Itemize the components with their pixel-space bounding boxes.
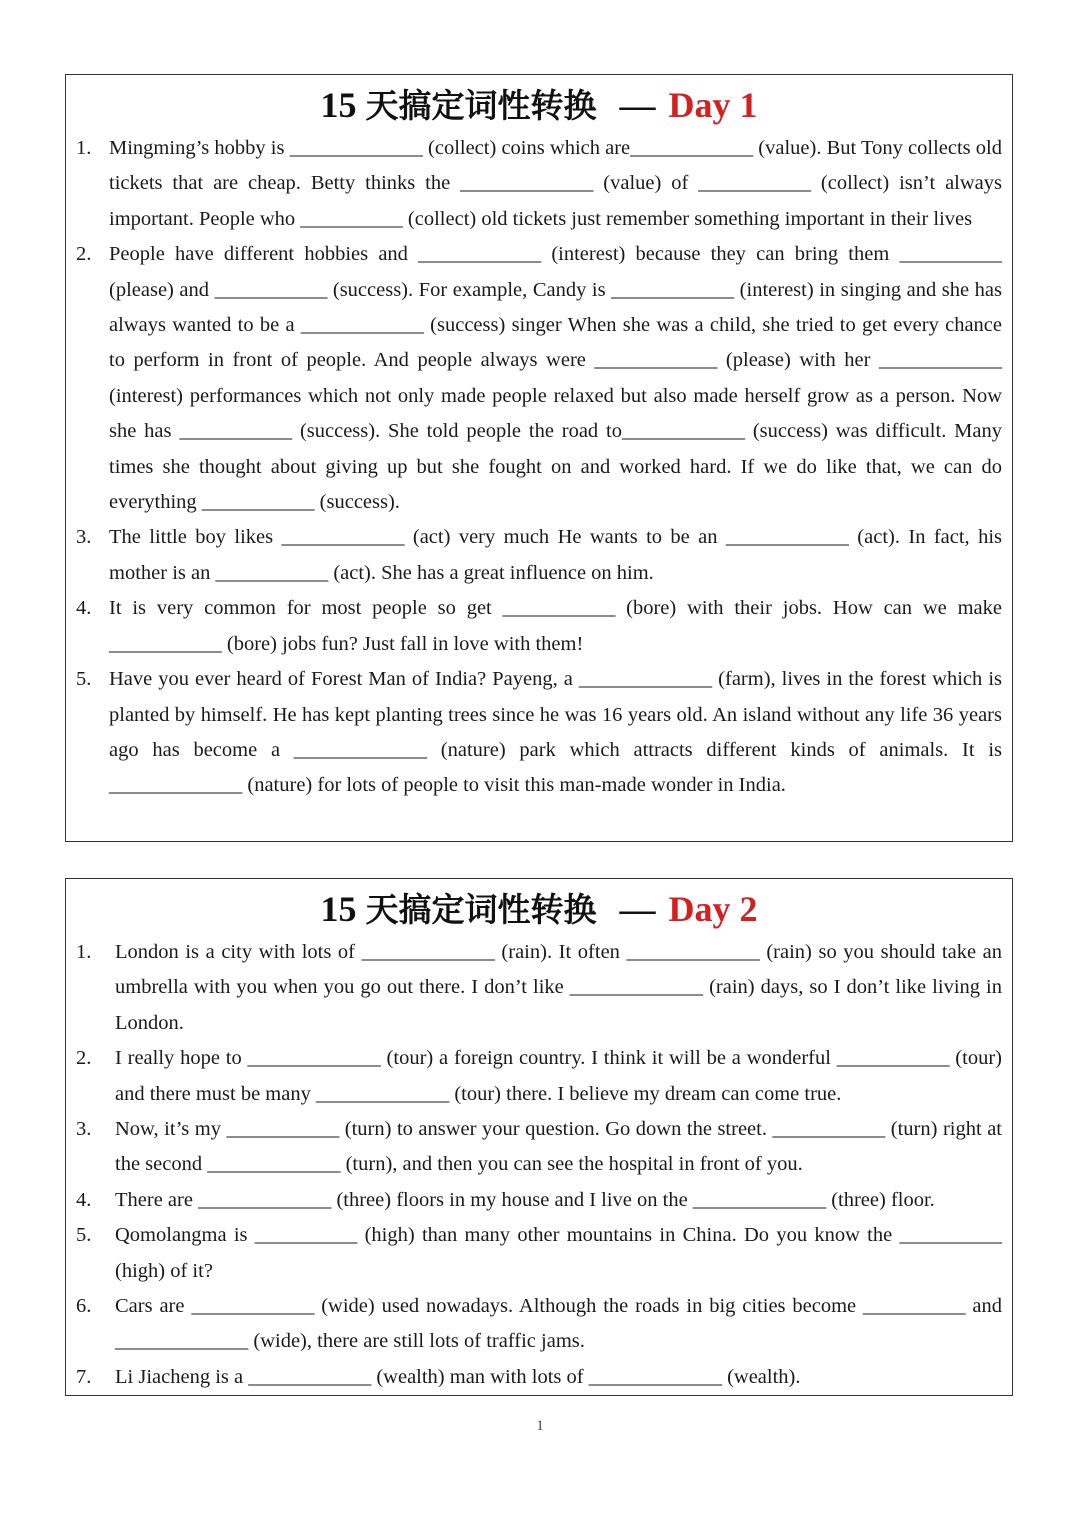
question-item xyxy=(76,591,1002,662)
title-dash: — xyxy=(619,85,656,125)
title-dash: — xyxy=(619,889,656,929)
question-number: 2. xyxy=(76,243,92,266)
title-prefix: 15 xyxy=(320,85,357,125)
question-number: 5. xyxy=(76,1224,92,1247)
question-text: Have you ever heard of Forest Man of India? Payeng, a _____________ (farm), lives in the forest which is planted by himself. He has kept planting trees since he was 16 years old. An island without any life 36 years ago has become a _____________ (nature) park which attracts different kinds of animals. It is _____________ (nature) for lots of people to visit this man-made wonder in India. xyxy=(109,668,1002,797)
day2-question-list xyxy=(76,935,1002,1395)
question-number: 5. xyxy=(76,668,92,691)
question-number: 1. xyxy=(76,941,92,963)
question-item xyxy=(76,662,1002,804)
day1-question-list xyxy=(76,131,1002,804)
question-item xyxy=(76,935,1002,1041)
question-text: The little boy likes ____________ (act) very much He wants to be an ____________ (act). In fact, his mother is an ___________ (act). She has a great influence on him. xyxy=(109,526,1002,584)
question-item xyxy=(76,237,1002,520)
question-text: Li Jiacheng is a ____________ (wealth) man with lots of _____________ (wealth). xyxy=(115,1365,801,1388)
question-text: People have different hobbies and ____________ (interest) because they can bring them __________ (please) and ___________ (success). For example, Candy is ____________ (interest) in singing and she has always wanted to be a ____________ (success) singer When she was a child, she tried to get every chance to perform in front of people. And people always were ____________ (please) with her ____________ (interest) performances which not only made people relaxed but also made herself grow as a person. Now she has ___________ (success). She told people the road to____________ (success) was difficult. Many times she thought about giving up but she fought on and worked hard. If we do like that, we can do everything ___________ (success). xyxy=(109,243,1002,514)
question-item xyxy=(76,1218,1002,1289)
question-number: 4. xyxy=(76,1188,92,1211)
question-item xyxy=(76,1183,1002,1218)
day1-title xyxy=(76,75,1002,131)
title-day-label: Day 2 xyxy=(668,889,758,929)
question-number: 7. xyxy=(76,1365,92,1388)
title-prefix: 15 xyxy=(320,889,357,929)
question-text: London is a city with lots of _____________ (rain). It often _____________ (rain) so you should take an umbrella with you when you go out there. I don’t like _____________ (rain) days, so I don’t like living in London. xyxy=(115,941,1002,1034)
question-item xyxy=(76,1289,1002,1360)
question-number: 3. xyxy=(76,1118,92,1141)
question-number: 2. xyxy=(76,1047,92,1070)
title-chinese: 天搞定词性转换 xyxy=(365,86,597,125)
question-number: 6. xyxy=(76,1295,92,1318)
title-chinese: 天搞定词性转换 xyxy=(365,890,597,929)
day2-title xyxy=(76,879,1002,935)
day1-section xyxy=(65,74,1013,842)
question-item xyxy=(76,1041,1002,1112)
question-number: 4. xyxy=(76,597,92,620)
question-text: Mingming’s hobby is _____________ (collect) coins which are____________ (value). But Tony collects old tickets that are cheap. Betty thinks the _____________ (value) of ___________ (collect) isn’t always important. People who __________ (collect) old tickets just remember something important in their lives xyxy=(109,137,1002,230)
page-number: 1 xyxy=(536,1418,544,1434)
question-text: I really hope to _____________ (tour) a foreign country. I think it will be a wonderful ___________ (tour) and there must be many _____________ (tour) there. I believe my dream can come true. xyxy=(115,1047,1002,1105)
question-number: 1. xyxy=(76,137,92,159)
question-text: Qomolangma is __________ (high) than many other mountains in China. Do you know the __________ (high) of it? xyxy=(115,1224,1002,1282)
title-day-label: Day 1 xyxy=(668,85,758,125)
question-number: 3. xyxy=(76,526,92,549)
question-text: It is very common for most people so get ___________ (bore) with their jobs. How can we make ___________ (bore) jobs fun? Just fall in love with them! xyxy=(109,597,1002,655)
question-item xyxy=(76,131,1002,237)
question-item xyxy=(76,1360,1002,1395)
day2-section xyxy=(65,878,1013,1396)
question-text: Cars are ____________ (wide) used nowadays. Although the roads in big cities become __________ and _____________ (wide), there are still lots of traffic jams. xyxy=(115,1295,1002,1353)
question-text: There are _____________ (three) floors in my house and I live on the _____________ (three) floor. xyxy=(115,1188,935,1211)
question-item xyxy=(76,520,1002,591)
question-item xyxy=(76,1112,1002,1183)
question-text: Now, it’s my ___________ (turn) to answer your question. Go down the street. ___________ (turn) right at the second _____________ (turn), and then you can see the hospital in front of you. xyxy=(115,1118,1002,1176)
